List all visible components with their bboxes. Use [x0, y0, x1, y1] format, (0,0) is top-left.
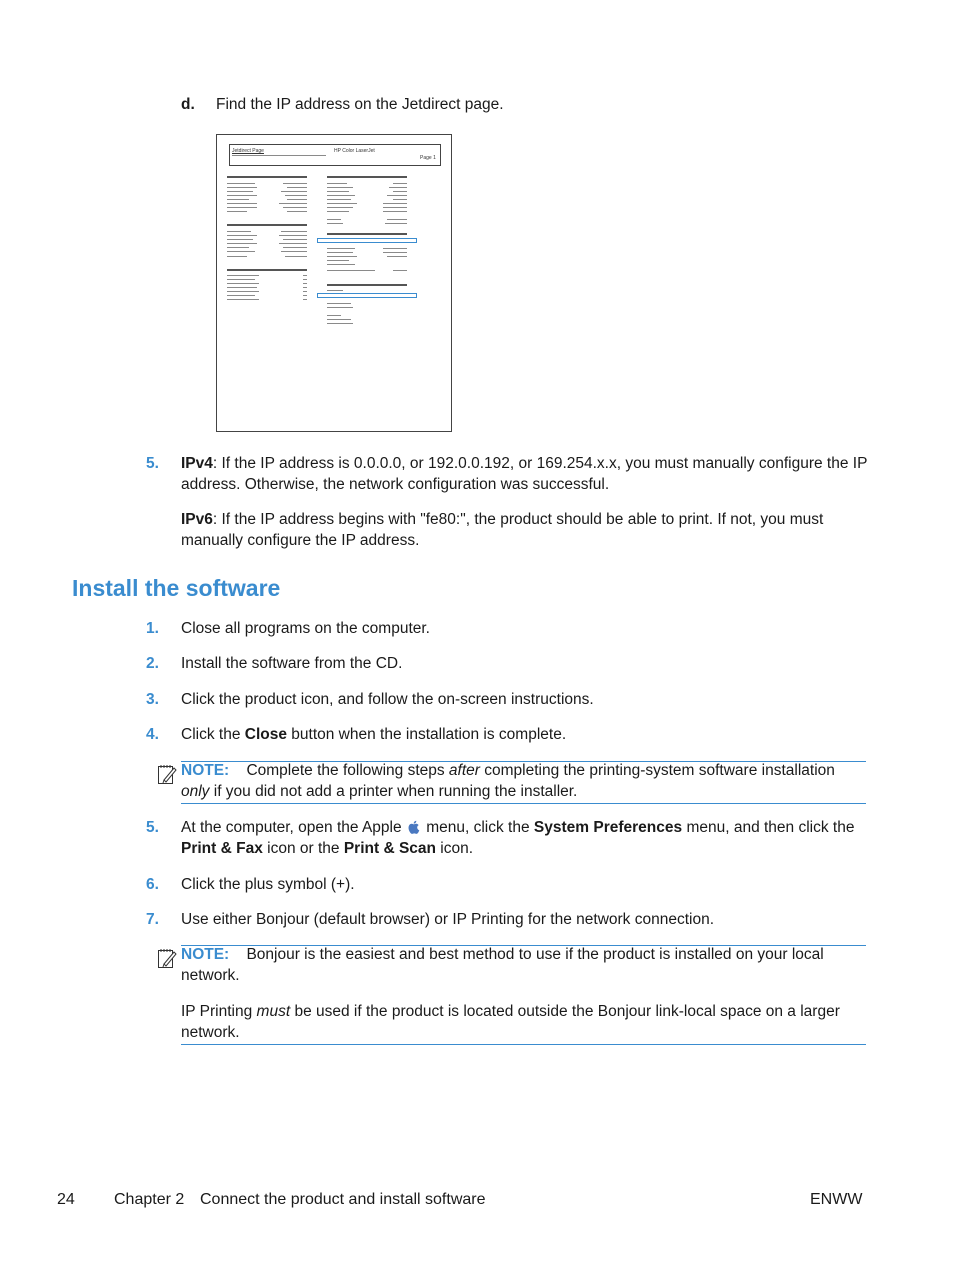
note-2-paragraph-1	[181, 944, 866, 986]
jd-rule	[227, 247, 249, 248]
jd-rule	[327, 270, 375, 271]
jd-rule	[227, 283, 259, 284]
ipv4-address-highlight	[317, 238, 417, 243]
step-6-text: Click the plus symbol (+).	[181, 876, 355, 893]
jd-rule	[227, 199, 249, 200]
jd-rule	[303, 283, 307, 284]
jd-rule	[383, 248, 407, 249]
jd-rule	[327, 323, 353, 324]
step-4-post: button when the installation is complete.	[286, 726, 567, 743]
jd-rule	[227, 224, 307, 226]
step-d-letter: d.	[181, 96, 195, 113]
jd-rule	[327, 176, 407, 178]
jd-rule	[279, 203, 307, 204]
jd-rule	[283, 247, 307, 248]
jd-rule	[303, 279, 307, 280]
ipv4-text: : If the IP address is 0.0.0.0, or 192.0.0.192, or 169.254.x.x, you must manually configure the IP address. Otherwise, the network configuration was successful.	[181, 455, 868, 493]
jd-rule	[287, 199, 307, 200]
jd-rule	[227, 287, 257, 288]
jd-rule	[383, 252, 407, 253]
note-1-bottom-rule	[181, 803, 866, 804]
jetdirect-page-number: Page 1	[420, 155, 436, 161]
step-5b-t2: menu, click the	[421, 819, 534, 836]
jetdirect-header-rule	[232, 155, 326, 156]
step-5b-t5: icon.	[436, 840, 474, 857]
jd-rule	[327, 303, 351, 304]
jd-rule	[227, 235, 257, 236]
step-5b-text	[181, 817, 871, 859]
jd-rule	[227, 207, 257, 208]
jd-rule	[227, 231, 251, 232]
note-2-italic-must: must	[256, 1003, 291, 1020]
step-3-number: 3.	[146, 691, 159, 708]
jd-rule	[303, 291, 307, 292]
note-1-text	[181, 760, 866, 802]
footer-chapter: Chapter 2	[114, 1191, 185, 1208]
close-keyword: Close	[244, 726, 287, 743]
jetdirect-page-image	[216, 134, 452, 432]
note-1-mid: completing the printing-system software installation	[479, 762, 835, 779]
apple-logo-icon	[406, 819, 422, 835]
step-1-text: Close all programs on the computer.	[181, 620, 430, 637]
jd-rule	[283, 183, 307, 184]
jd-rule	[227, 295, 255, 296]
print-scan-keyword: Print & Scan	[343, 840, 436, 857]
jd-rule	[327, 187, 353, 188]
jd-rule	[327, 219, 341, 220]
note-2-label: NOTE:	[181, 946, 230, 963]
jd-rule	[387, 219, 407, 220]
jd-rule	[387, 195, 407, 196]
footer-enww: ENWW	[810, 1191, 863, 1208]
jd-rule	[227, 183, 255, 184]
note-1-italic-after: after	[448, 762, 480, 779]
jd-rule	[383, 207, 407, 208]
jd-rule	[327, 248, 355, 249]
jd-rule	[303, 275, 307, 276]
jd-rule	[327, 183, 347, 184]
jd-rule	[327, 211, 349, 212]
jd-rule	[303, 287, 307, 288]
jd-rule	[327, 233, 407, 235]
ipv4-paragraph	[181, 453, 871, 495]
jd-rule	[383, 203, 407, 204]
section-heading: Install the software	[72, 575, 281, 601]
jd-rule	[393, 183, 407, 184]
jd-rule	[327, 307, 353, 308]
jd-rule	[285, 195, 307, 196]
jd-rule	[327, 199, 351, 200]
jd-rule	[227, 187, 257, 188]
jd-rule	[227, 195, 257, 196]
jd-rule	[227, 203, 257, 204]
jd-rule	[227, 176, 307, 178]
jd-rule	[393, 270, 407, 271]
jd-rule	[281, 251, 307, 252]
jd-rule	[279, 243, 307, 244]
jd-rule	[327, 315, 341, 316]
step-7-number: 7.	[146, 911, 159, 928]
jd-rule	[227, 211, 247, 212]
jd-rule	[327, 256, 357, 257]
jetdirect-page-title: Jetdirect Page	[232, 148, 264, 154]
jd-rule	[227, 299, 259, 300]
note-1-italic-only: only	[181, 783, 210, 800]
jd-rule	[393, 199, 407, 200]
jd-rule	[327, 264, 355, 265]
note-pencil-icon	[157, 763, 177, 785]
print-fax-keyword: Print & Fax	[181, 840, 263, 857]
jd-rule	[227, 256, 247, 257]
jetdirect-page-product: HP Color LaserJet	[334, 148, 375, 154]
step-3-text: Click the product icon, and follow the on-screen instructions.	[181, 691, 594, 708]
note-2-p1: Bonjour is the easiest and best method to use if the product is installed on your local network.	[181, 946, 824, 984]
jd-rule	[227, 191, 253, 192]
jd-rule	[327, 252, 353, 253]
step-4-number: 4.	[146, 726, 159, 743]
jd-rule	[393, 191, 407, 192]
note-1-post: if you did not add a printer when running the installer.	[209, 783, 578, 800]
note-2-p2-post: be used if the product is located outside the Bonjour link-local space on a larger network.	[181, 1003, 840, 1041]
step-7-text: Use either Bonjour (default browser) or IP Printing for the network connection.	[181, 911, 715, 928]
jd-rule	[303, 295, 307, 296]
jd-rule	[303, 299, 307, 300]
jd-rule	[383, 211, 407, 212]
step-d-text: Find the IP address on the Jetdirect page.	[216, 96, 504, 113]
ipv6-text: : If the IP address begins with "fe80:", the product should be able to print. If not, you must manually configure the IP address.	[181, 511, 824, 549]
jd-rule	[227, 279, 255, 280]
note-pencil-icon	[157, 947, 177, 969]
note-1-pre: Complete the following steps	[246, 762, 449, 779]
jd-rule	[327, 203, 357, 204]
jd-rule	[387, 256, 407, 257]
ipv6-paragraph	[181, 509, 871, 551]
ipv4-label: IPv4	[181, 455, 213, 472]
note-2-paragraph-2	[181, 1001, 866, 1043]
step-5b-t4: icon or the	[262, 840, 344, 857]
step-5b-t1: At the computer, open the Apple	[181, 819, 406, 836]
jd-rule	[327, 195, 355, 196]
ipv6-address-highlight	[317, 293, 417, 298]
jd-rule	[281, 231, 307, 232]
jd-rule	[327, 207, 353, 208]
note-1-label: NOTE:	[181, 762, 230, 779]
step-6-number: 6.	[146, 876, 159, 893]
jd-rule	[385, 223, 407, 224]
jd-rule	[327, 319, 351, 320]
note-2-bottom-rule	[181, 1044, 866, 1045]
jd-rule	[227, 243, 257, 244]
step-5b-number: 5.	[146, 819, 159, 836]
jd-rule	[281, 191, 307, 192]
footer-chapter-title: Connect the product and install software	[200, 1191, 486, 1208]
jd-rule	[327, 290, 343, 291]
jd-rule	[227, 251, 255, 252]
jd-rule	[279, 235, 307, 236]
footer-page-number: 24	[57, 1191, 75, 1208]
jd-rule	[389, 187, 407, 188]
jd-rule	[285, 256, 307, 257]
jd-rule	[327, 223, 343, 224]
jd-rule	[327, 191, 349, 192]
jd-rule	[283, 207, 307, 208]
jd-rule	[227, 269, 307, 271]
jd-rule	[287, 187, 307, 188]
system-preferences-keyword: System Preferences	[533, 819, 683, 836]
step-5-number: 5.	[146, 455, 159, 472]
step-2-number: 2.	[146, 655, 159, 672]
ipv6-label: IPv6	[181, 511, 213, 528]
step-1-number: 1.	[146, 620, 159, 637]
jd-rule	[327, 284, 407, 286]
step-5b-t3: menu, and then click the	[682, 819, 855, 836]
step-2-text: Install the software from the CD.	[181, 655, 403, 672]
jd-rule	[227, 275, 259, 276]
jd-rule	[283, 239, 307, 240]
note-2-p2-pre: IP Printing	[181, 1003, 257, 1020]
step-4-text	[181, 724, 871, 745]
jetdirect-page-header	[229, 144, 441, 166]
jd-rule	[227, 239, 253, 240]
step-4-pre: Click the	[181, 726, 245, 743]
jd-rule	[287, 211, 307, 212]
jd-rule	[327, 260, 349, 261]
jd-rule	[227, 291, 259, 292]
